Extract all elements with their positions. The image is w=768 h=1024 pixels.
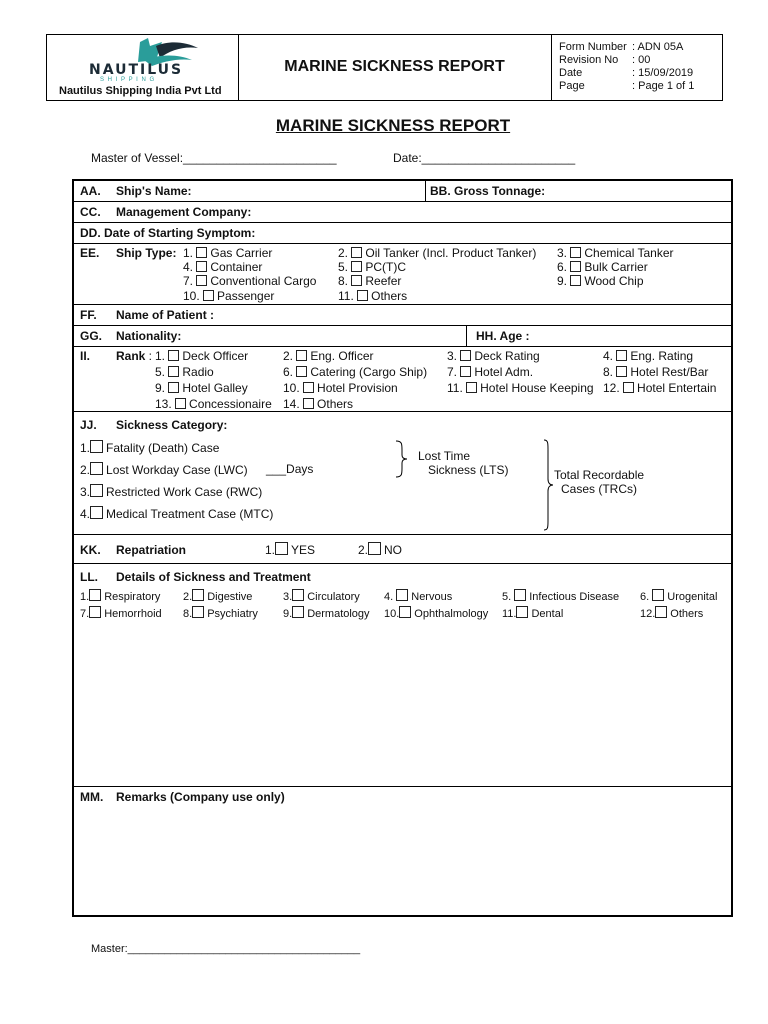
details-of-sickness-label: Details of Sickness and Treatment (116, 570, 311, 584)
checkbox[interactable] (616, 366, 627, 377)
repatriation-no-option[interactable]: 2. NO (358, 543, 403, 557)
checkbox[interactable] (655, 606, 667, 618)
name-of-patient-label: Name of Patient : (116, 308, 215, 322)
checkbox[interactable] (466, 382, 477, 393)
gg-code: GG. (80, 329, 103, 343)
sickness-category-label: Sickness Category: (116, 418, 228, 432)
meta-revision-no: Revision No : 00 (559, 54, 651, 66)
checkbox[interactable] (196, 247, 207, 258)
rank-option[interactable]: 7. Hotel Adm. (447, 365, 534, 379)
rank-option[interactable]: 13. Concessionaire (155, 397, 272, 411)
sickness-category-option[interactable]: 2. Lost Workday Case (LWC) (80, 463, 248, 477)
ship-type-option[interactable]: 9. Wood Chip (557, 274, 644, 288)
form-meta (559, 41, 719, 93)
trc-label-line1: Total Recordable (554, 468, 645, 482)
master-signature-field[interactable]: Master:______________________________________ (91, 943, 361, 955)
ship-type-option[interactable]: 1. Gas Carrier (183, 246, 273, 260)
cc-code: CC. (80, 205, 101, 219)
date-field[interactable]: Date:_______________________ (393, 151, 576, 165)
company-name: Nautilus Shipping India Pvt Ltd (59, 85, 222, 97)
sickness-detail-option[interactable]: 12. Others (640, 608, 704, 620)
checkbox[interactable] (275, 542, 288, 555)
ship-type-option[interactable]: 11. Others (338, 289, 408, 303)
rank-option[interactable]: 12. Hotel Entertain (603, 381, 717, 395)
ship-type-option[interactable]: 5. PC(T)C (338, 260, 407, 274)
meta-page: Page : Page 1 of 1 (559, 80, 695, 92)
checkbox[interactable] (396, 589, 408, 601)
lts-brace-icon (394, 440, 410, 478)
sickness-detail-option[interactable]: 11. Dental (502, 608, 564, 620)
rank-option[interactable]: 2. Eng. Officer (283, 349, 374, 363)
ship-type-option[interactable]: 8. Reefer (338, 274, 402, 288)
logo-subtitle: S H I P P I N G (100, 77, 156, 83)
rank-label: Rank : (116, 349, 153, 363)
date-starting-symptom-label: DD. Date of Starting Symptom: (80, 226, 256, 240)
rank-option[interactable]: 8. Hotel Rest/Bar (603, 365, 709, 379)
rank-option[interactable]: 5. Radio (155, 365, 214, 379)
checkbox[interactable] (296, 350, 307, 361)
checkbox[interactable] (203, 290, 214, 301)
ship-type-option[interactable]: 2. Oil Tanker (Incl. Product Tanker) (338, 246, 537, 260)
checkbox[interactable] (460, 350, 471, 361)
checkbox[interactable] (296, 366, 307, 377)
checkbox[interactable] (168, 382, 179, 393)
checkbox[interactable] (196, 261, 207, 272)
rank-option[interactable]: 3. Deck Rating (447, 349, 540, 363)
aa-code: AA. (80, 184, 101, 198)
lts-label-line1: Lost Time (418, 449, 471, 463)
checkbox[interactable] (570, 261, 581, 272)
checkbox[interactable] (168, 350, 179, 361)
meta-date: Date : 15/09/2019 (559, 67, 694, 79)
rank-option[interactable]: 11. Hotel House Keeping (447, 381, 594, 395)
sickness-category-option[interactable]: 4. Medical Treatment Case (MTC) (80, 507, 274, 521)
document-title: MARINE SICKNESS REPORT (275, 116, 511, 135)
ship-type-option[interactable]: 3. Chemical Tanker (557, 246, 674, 260)
sickness-category-option[interactable]: 1. Fatality (Death) Case (80, 441, 220, 455)
meta-form-number: Form Number : ADN 05A (559, 41, 684, 53)
checkbox[interactable] (292, 589, 304, 601)
checkbox[interactable] (652, 589, 664, 601)
sickness-detail-option[interactable]: 1. Respiratory (80, 591, 161, 603)
header-title: MARINE SICKNESS REPORT (284, 58, 505, 75)
checkbox[interactable] (399, 606, 411, 618)
checkbox[interactable] (303, 382, 314, 393)
logo-wordmark: NAUTILUS (89, 62, 184, 78)
checkbox[interactable] (90, 440, 103, 453)
jj-code: JJ. (80, 418, 97, 432)
rank-option[interactable]: 6. Catering (Cargo Ship) (283, 365, 428, 379)
checkbox[interactable] (303, 398, 314, 409)
mm-code: MM. (80, 790, 104, 804)
trc-brace-icon (542, 439, 556, 531)
checkbox[interactable] (570, 247, 581, 258)
ee-code: EE. (80, 246, 100, 260)
lts-label-line2: Sickness (LTS) (428, 463, 509, 477)
checkbox[interactable] (168, 366, 179, 377)
checkbox[interactable] (90, 462, 103, 475)
sickness-details-textarea[interactable] (76, 624, 728, 782)
checkbox[interactable] (351, 275, 362, 286)
checkbox[interactable] (90, 484, 103, 497)
ship-type-option[interactable]: 4. Container (183, 260, 263, 274)
checkbox[interactable] (516, 606, 528, 618)
ships-name-label: Ship's Name: (116, 184, 192, 198)
rank-option[interactable]: 14. Others (283, 397, 354, 411)
checkbox[interactable] (292, 606, 304, 618)
checkbox[interactable] (570, 275, 581, 286)
checkbox[interactable] (175, 398, 186, 409)
ship-type-label: Ship Type: (116, 246, 177, 260)
checkbox[interactable] (616, 350, 627, 361)
master-of-vessel-field[interactable]: Master of Vessel:_______________________ (91, 151, 337, 165)
checkbox[interactable] (192, 606, 204, 618)
sickness-detail-option[interactable]: 4. Nervous (384, 591, 453, 603)
kk-code: KK. (80, 543, 101, 557)
rank-option[interactable]: 9. Hotel Galley (155, 381, 248, 395)
rank-option[interactable]: 10. Hotel Provision (283, 381, 398, 395)
ll-code: LL. (80, 570, 98, 584)
management-company-label: Management Company: (116, 205, 252, 219)
sickness-detail-option[interactable]: 5. Infectious Disease (502, 591, 620, 603)
rank-option[interactable]: 1. Deck Officer (155, 349, 249, 363)
sickness-detail-option[interactable]: 7. Hemorrhoid (80, 608, 162, 620)
sickness-detail-option[interactable]: 6. Urogenital (640, 591, 718, 603)
checkbox[interactable] (368, 542, 381, 555)
ship-type-option[interactable]: 7. Conventional Cargo (183, 274, 317, 288)
sickness-detail-option[interactable]: 3. Circulatory (283, 591, 360, 603)
ship-type-option[interactable]: 10. Passenger (183, 289, 275, 303)
rank-option[interactable]: 4. Eng. Rating (603, 349, 694, 363)
checkbox[interactable] (514, 589, 526, 601)
checkbox[interactable] (460, 366, 471, 377)
sickness-category-option[interactable]: 3. Restricted Work Case (RWC) (80, 485, 263, 499)
sickness-detail-option[interactable]: 9. Dermatology (283, 608, 370, 620)
checkbox[interactable] (351, 247, 362, 258)
sickness-detail-option[interactable]: 10. Ophthalmology (384, 608, 489, 620)
checkbox[interactable] (196, 275, 207, 286)
ff-code: FF. (80, 308, 97, 322)
checkbox[interactable] (192, 589, 204, 601)
nationality-label: Nationality: (116, 329, 182, 343)
gross-tonnage-label: BB. Gross Tonnage: (430, 184, 546, 198)
repatriation-label: Repatriation (116, 543, 187, 557)
trc-label-line2: Cases (TRCs) (561, 482, 638, 496)
remarks-label: Remarks (Company use only) (116, 790, 285, 804)
ship-type-option[interactable]: 6. Bulk Carrier (557, 260, 648, 274)
checkbox[interactable] (89, 606, 101, 618)
checkbox[interactable] (351, 261, 362, 272)
checkbox[interactable] (89, 589, 101, 601)
sickness-detail-option[interactable]: 8. Psychiatry (183, 608, 258, 620)
remarks-textarea[interactable] (76, 808, 728, 912)
age-label: HH. Age : (476, 329, 530, 343)
sickness-detail-option[interactable]: 2. Digestive (183, 591, 253, 603)
checkbox[interactable] (357, 290, 368, 301)
checkbox[interactable] (90, 506, 103, 519)
lost-workdays-field[interactable]: ___Days (266, 462, 314, 476)
checkbox[interactable] (623, 382, 634, 393)
repatriation-yes-option[interactable]: 1. YES (265, 543, 316, 557)
ii-code: II. (80, 349, 91, 363)
